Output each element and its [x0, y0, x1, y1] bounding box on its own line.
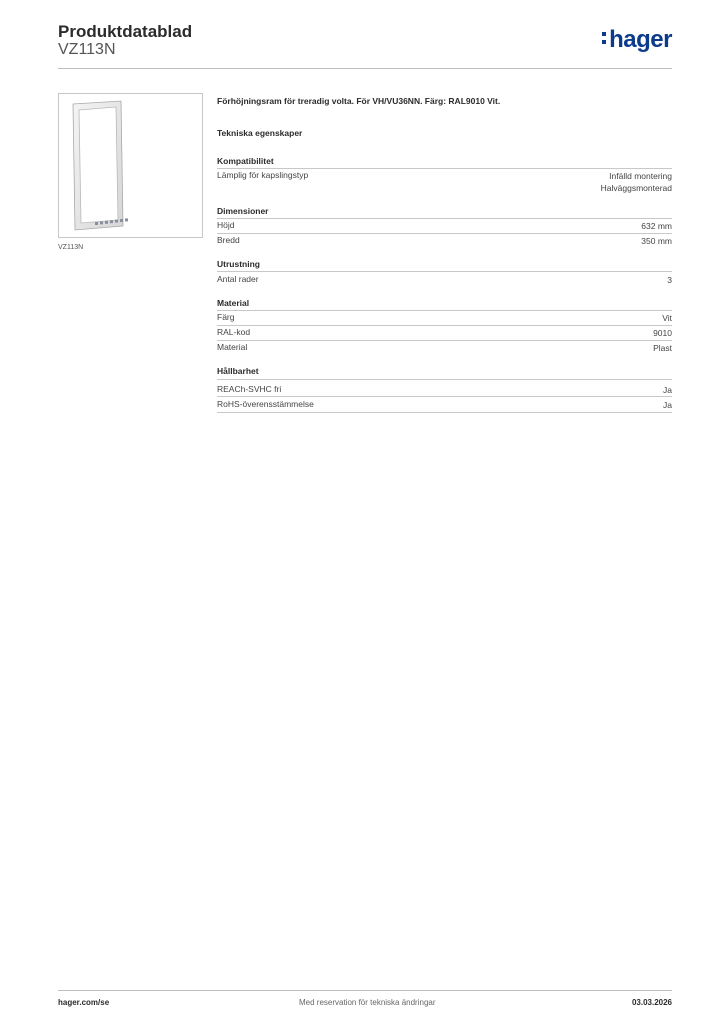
group-divider [217, 218, 672, 219]
group-divider [217, 379, 672, 380]
group-divider [217, 271, 672, 272]
row-divider [217, 325, 672, 326]
spec-value: 3 [667, 275, 672, 285]
group-divider [217, 310, 672, 311]
spec-value [601, 170, 672, 194]
spec-label: Bredd [217, 235, 240, 245]
hager-logo[interactable] [602, 26, 672, 54]
spec-label: Antal rader [217, 274, 259, 284]
group-title-utrustning: Utrustning [217, 259, 260, 269]
product-code: VZ113N [58, 41, 116, 58]
group-title-material: Material [217, 298, 250, 308]
group-title-hallbarhet: Hållbarhet [217, 366, 259, 376]
section-title: Tekniska egenskaper [217, 128, 303, 138]
footer-divider [58, 990, 672, 991]
footer-disclaimer: Med reservation för tekniska ändringar [299, 998, 436, 1007]
page-title: Produktdatablad [58, 22, 193, 41]
row-divider [217, 233, 672, 234]
footer-website-link[interactable]: hager.com/se [58, 998, 110, 1007]
spec-label: RAL-kod [217, 327, 251, 337]
spec-label: Färg [217, 312, 235, 322]
spec-value: 632 mm [641, 221, 672, 231]
row-divider [217, 340, 672, 341]
product-image [58, 93, 203, 238]
row-divider [217, 412, 672, 413]
spec-value: Ja [663, 400, 672, 410]
frame-product-icon [59, 94, 204, 239]
spec-value: Plast [653, 343, 672, 353]
group-title-dimensioner: Dimensioner [217, 206, 269, 216]
spec-label: REACh-SVHC fri [217, 384, 282, 394]
spec-value: 9010 [653, 328, 672, 338]
spec-value: Vit [662, 313, 672, 323]
spec-label: Lämplig för kapslingstyp [217, 170, 309, 180]
spec-label: Material [217, 342, 248, 352]
spec-value: Ja [663, 385, 672, 395]
spec-value-line: Halväggsmonterad [600, 183, 672, 193]
group-title-kompatibilitet: Kompatibilitet [217, 156, 274, 166]
product-description: Förhöjningsram för treradig volta. För VH/VU36NN. Färg: RAL9010 Vit. [217, 96, 501, 106]
image-caption: VZ113N [58, 244, 84, 251]
header-divider [58, 68, 672, 69]
logo-dots-icon [602, 26, 608, 48]
logo-text: hager [609, 26, 672, 53]
page-header [58, 22, 672, 68]
row-divider [217, 396, 672, 397]
spec-label: Höjd [217, 220, 235, 230]
spec-label: RoHS-överensstämmelse [217, 399, 314, 409]
spec-value-line: Infälld montering [609, 171, 672, 181]
group-divider [217, 168, 672, 169]
footer-date: 03.03.2026 [631, 998, 672, 1007]
spec-value: 350 mm [641, 236, 672, 246]
